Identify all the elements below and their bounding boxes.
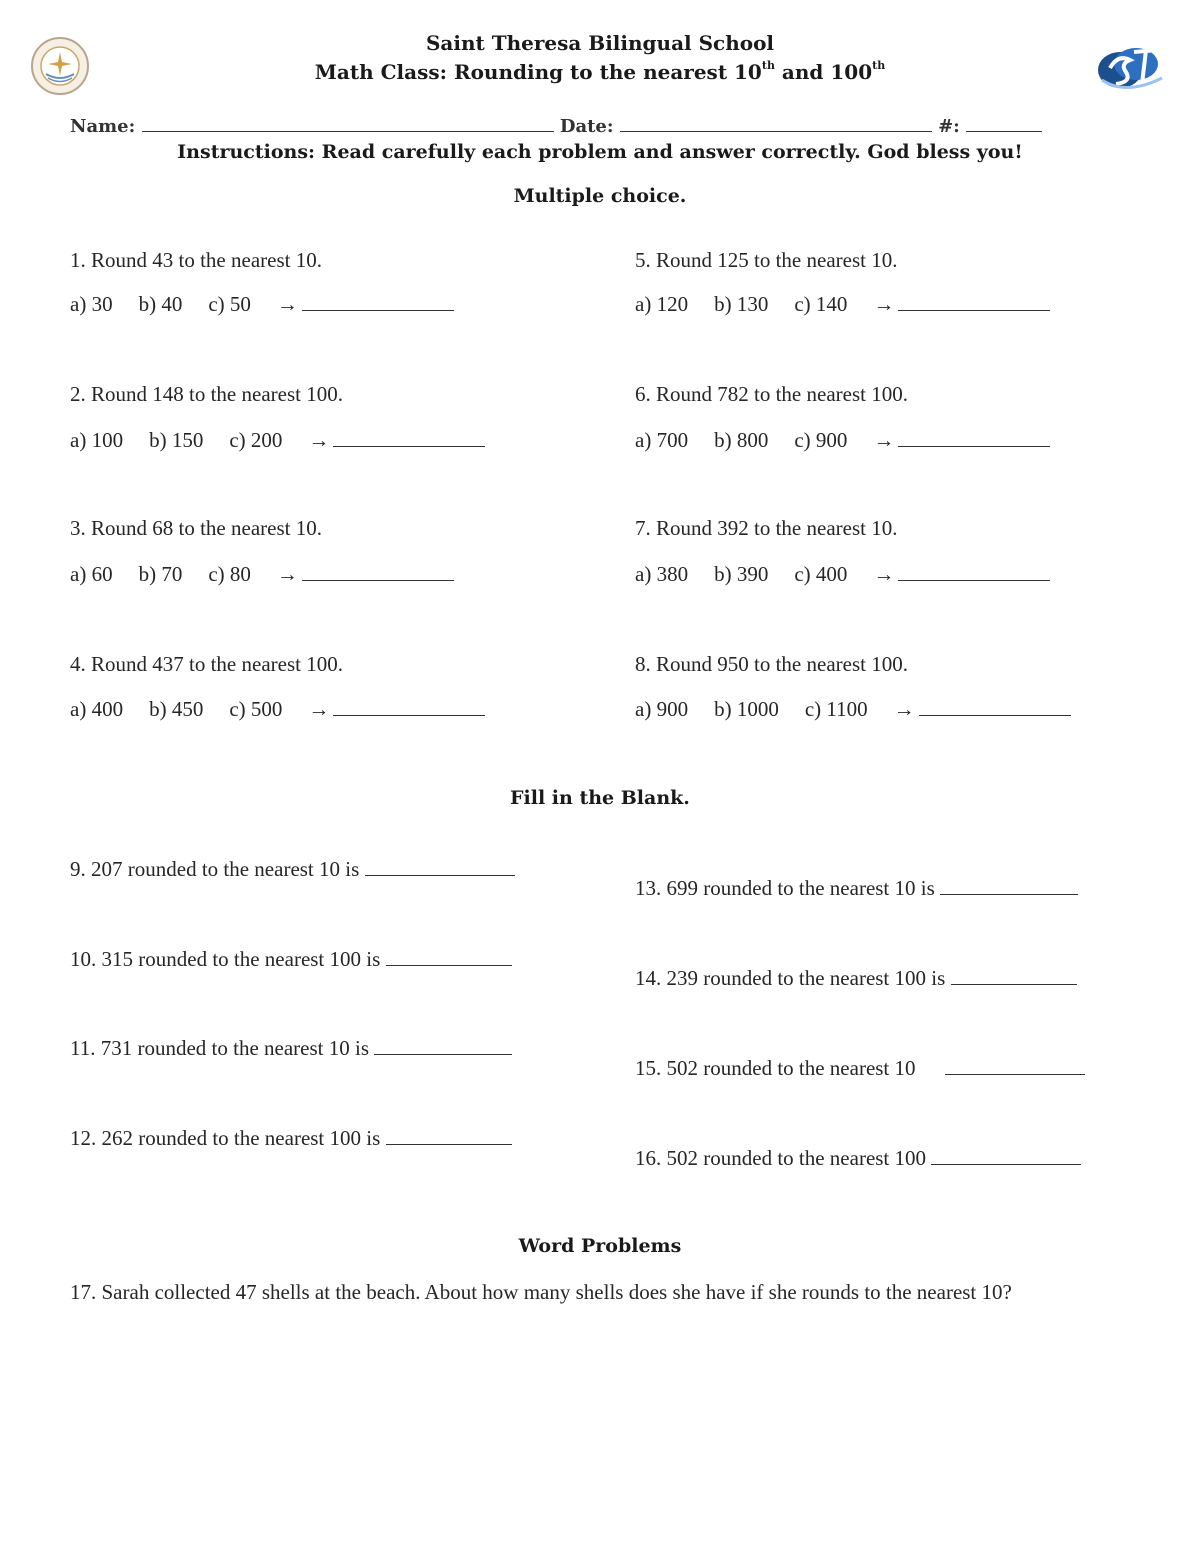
arrow-icon: →	[873, 292, 895, 316]
mc-choices-2	[70, 428, 485, 453]
choice-b: b) 800	[714, 428, 769, 452]
date-field[interactable]	[620, 115, 932, 132]
number-label: #:	[938, 116, 960, 137]
choice-c: c) 200	[229, 428, 283, 452]
arrow-icon: →	[873, 562, 895, 586]
answer-blank[interactable]	[931, 1146, 1081, 1165]
multiple-choice-title: Multiple choice.	[513, 185, 687, 207]
choice-c: c) 80	[208, 562, 251, 586]
fill-blank-item-12	[70, 1126, 512, 1151]
class-title-sup-2: th	[872, 59, 886, 73]
fill-blank-item-14	[635, 966, 1077, 991]
class-title-sup-1: th	[761, 59, 775, 73]
mc-question-5: 5. Round 125 to the nearest 10.	[635, 248, 898, 272]
arrow-icon: →	[276, 562, 298, 586]
choice-c: c) 1100	[804, 697, 868, 721]
choice-b: b) 1000	[714, 697, 779, 721]
word-problem-17: 17. Sarah collected 47 shells at the beach. About how many shells does she have if she rounds to the nearest 10?	[70, 1280, 1012, 1304]
choice-b: b) 40	[138, 292, 183, 316]
answer-blank[interactable]	[940, 876, 1078, 895]
mc-choices-1	[70, 292, 454, 317]
choice-a: a) 700	[635, 428, 689, 452]
choice-b: b) 390	[714, 562, 769, 586]
mc-choices-7	[635, 562, 1050, 587]
choice-c: c) 500	[229, 697, 283, 721]
header-fields	[70, 115, 1042, 137]
name-label: Name:	[70, 116, 136, 137]
choice-a: a) 100	[70, 428, 124, 452]
choice-b: b) 150	[149, 428, 204, 452]
answer-blank[interactable]	[365, 857, 515, 876]
answer-blank[interactable]	[898, 562, 1050, 581]
arrow-icon: →	[276, 292, 298, 316]
choice-a: a) 60	[70, 562, 113, 586]
mc-question-8: 8. Round 950 to the nearest 100.	[635, 652, 908, 676]
arrow-icon: →	[308, 697, 330, 721]
answer-blank[interactable]	[951, 966, 1077, 985]
mc-question-1: 1. Round 43 to the nearest 10.	[70, 248, 322, 272]
answer-blank[interactable]	[919, 697, 1071, 716]
choice-a: a) 120	[635, 292, 689, 316]
arrow-icon: →	[873, 428, 895, 452]
fill-blank-title: Fill in the Blank.	[510, 787, 690, 809]
mc-choices-5	[635, 292, 1050, 317]
number-field[interactable]	[966, 115, 1042, 132]
answer-blank[interactable]	[945, 1056, 1085, 1075]
fill-blank-text: 15. 502 rounded to the nearest 10	[635, 1056, 916, 1080]
class-title-prefix: Math Class: Rounding to the nearest 10	[314, 60, 762, 84]
mc-question-3: 3. Round 68 to the nearest 10.	[70, 516, 322, 540]
mc-question-2: 2. Round 148 to the nearest 100.	[70, 382, 343, 406]
answer-blank[interactable]	[374, 1036, 512, 1055]
date-label: Date:	[559, 116, 614, 137]
fill-blank-text: 12. 262 rounded to the nearest 100 is	[70, 1126, 381, 1150]
fill-blank-item-10	[70, 947, 512, 972]
fill-blank-text: 13. 699 rounded to the nearest 10 is	[635, 876, 935, 900]
choice-a: a) 400	[70, 697, 124, 721]
mc-choices-3	[70, 562, 454, 587]
fill-blank-text: 11. 731 rounded to the nearest 10 is	[70, 1036, 369, 1060]
answer-blank[interactable]	[333, 428, 485, 447]
mc-question-7: 7. Round 392 to the nearest 10.	[635, 516, 898, 540]
instructions: Instructions: Read carefully each problem and answer correctly. God bless you!	[177, 141, 1023, 163]
fill-blank-text: 14. 239 rounded to the nearest 100 is	[635, 966, 946, 990]
answer-blank[interactable]	[333, 697, 485, 716]
choice-b: b) 70	[138, 562, 183, 586]
class-title-mid: and 100	[774, 60, 873, 84]
fill-blank-item-16	[635, 1146, 1081, 1171]
choice-c: c) 50	[208, 292, 251, 316]
choice-a: a) 900	[635, 697, 689, 721]
word-problems-title: Word Problems	[518, 1235, 682, 1257]
fill-blank-item-15	[635, 1056, 1085, 1081]
mc-choices-8	[635, 697, 1071, 722]
arrow-icon: →	[893, 697, 915, 721]
arrow-icon: →	[308, 428, 330, 452]
answer-blank[interactable]	[302, 292, 454, 311]
fill-blank-item-11	[70, 1036, 512, 1061]
choice-c: c) 900	[794, 428, 848, 452]
fill-blank-text: 9. 207 rounded to the nearest 10 is	[70, 857, 360, 881]
answer-blank[interactable]	[302, 562, 454, 581]
mc-question-6: 6. Round 782 to the nearest 100.	[635, 382, 908, 406]
class-title	[0, 60, 1200, 84]
answer-blank[interactable]	[386, 1126, 512, 1145]
fill-blank-item-9	[70, 857, 515, 882]
fill-blank-text: 16. 502 rounded to the nearest 100	[635, 1146, 927, 1170]
choice-c: c) 140	[794, 292, 848, 316]
choice-b: b) 130	[714, 292, 769, 316]
answer-blank[interactable]	[386, 947, 512, 966]
choice-a: a) 30	[70, 292, 113, 316]
answer-blank[interactable]	[898, 292, 1050, 311]
fill-blank-item-13	[635, 876, 1078, 901]
mc-choices-4	[70, 697, 485, 722]
choice-a: a) 380	[635, 562, 689, 586]
answer-blank[interactable]	[898, 428, 1050, 447]
school-name: Saint Theresa Bilingual School	[425, 31, 775, 55]
mc-choices-6	[635, 428, 1050, 453]
choice-c: c) 400	[794, 562, 848, 586]
name-field[interactable]	[142, 115, 554, 132]
fill-blank-text: 10. 315 rounded to the nearest 100 is	[70, 947, 381, 971]
mc-question-4: 4. Round 437 to the nearest 100.	[70, 652, 343, 676]
choice-b: b) 450	[149, 697, 204, 721]
